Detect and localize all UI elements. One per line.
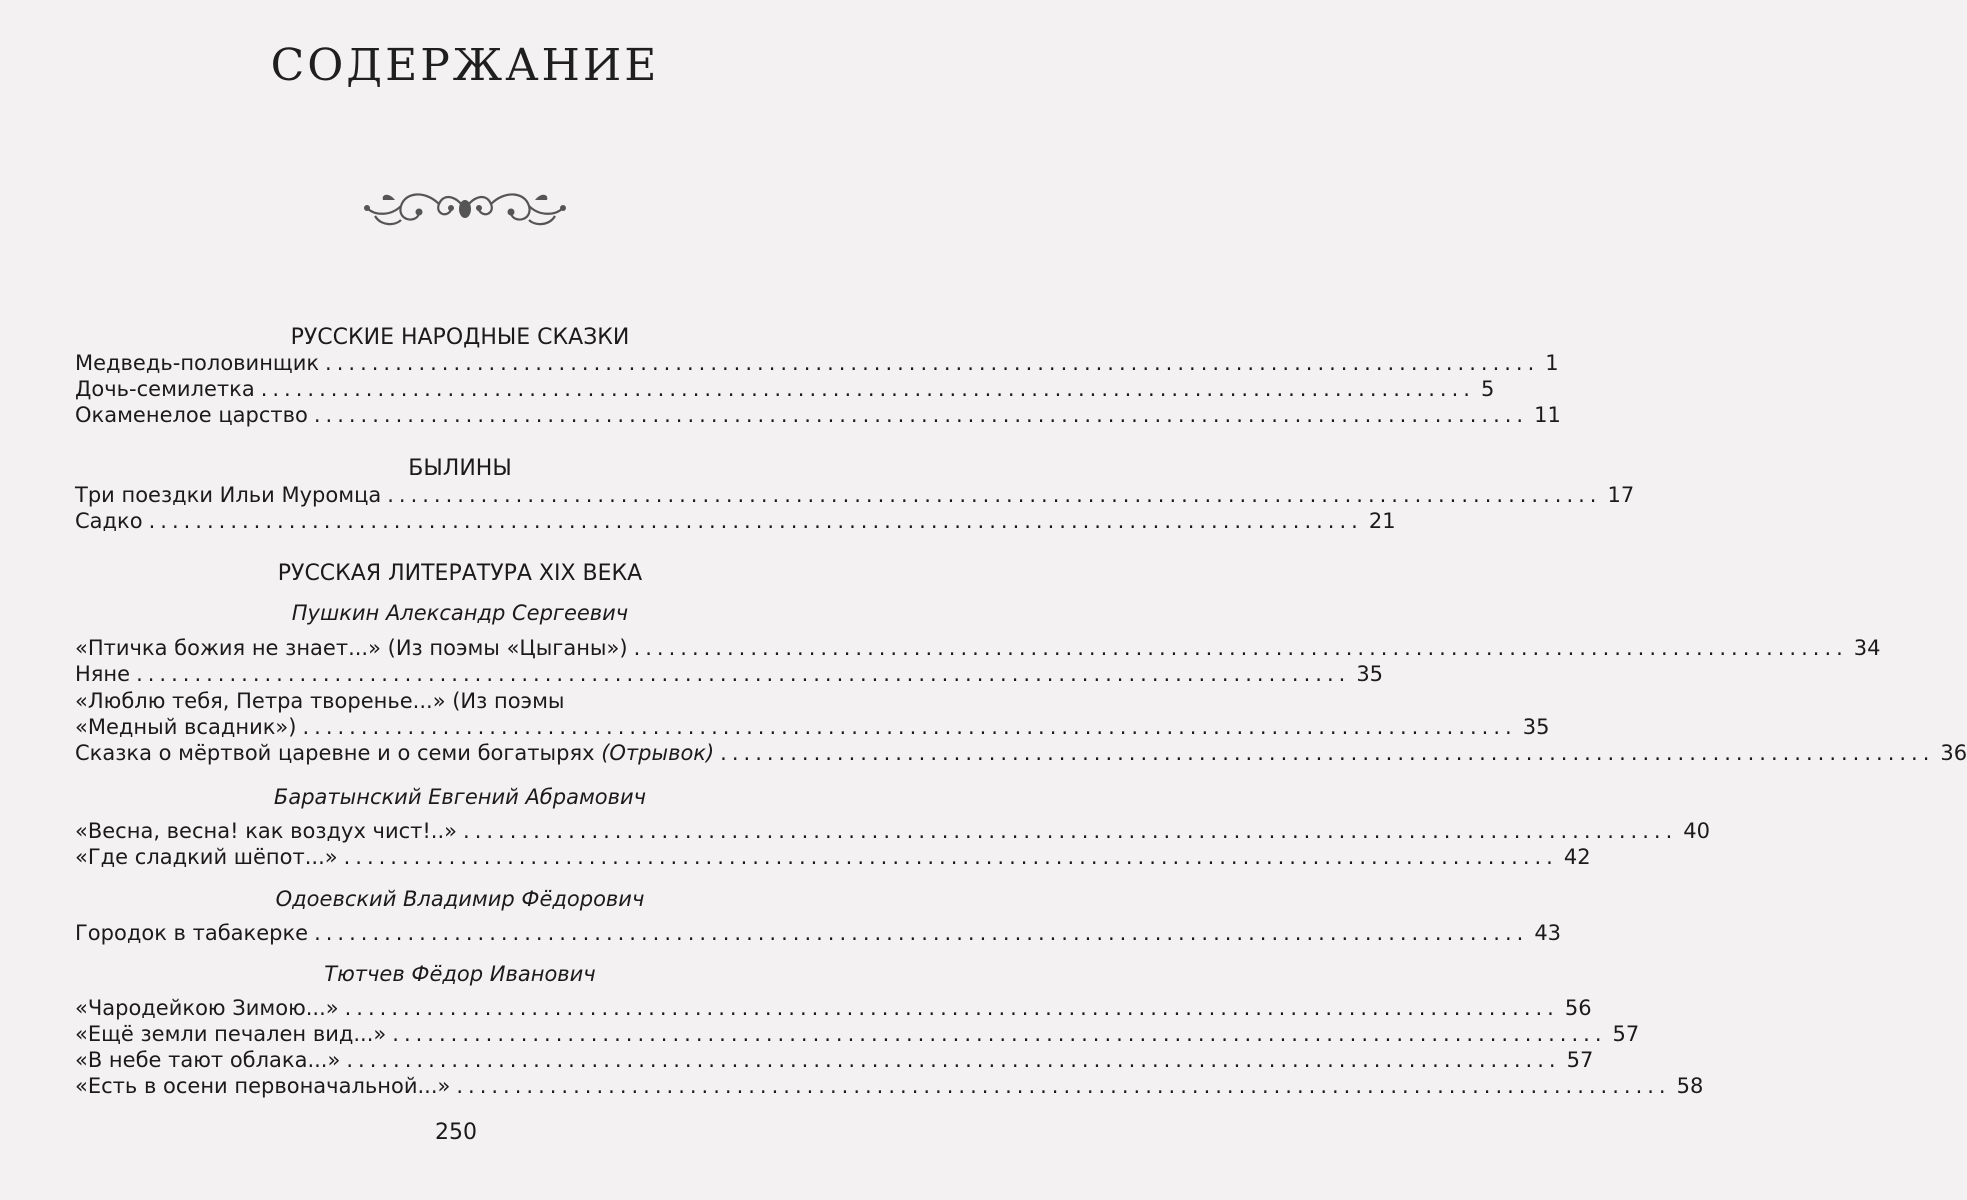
toc-entry-title: «Есть в осени первоначальной...»: [75, 1074, 451, 1098]
dot-leader: ........................................................................................................: [387, 483, 1602, 507]
dot-leader: ........................................................................................................: [313, 403, 1529, 427]
toc-entry-title: Садко: [75, 509, 143, 533]
toc-entry[interactable]: [75, 509, 1396, 539]
dot-leader: ........................................................................................................: [325, 351, 1540, 375]
toc-entry-title: [75, 741, 714, 765]
dot-leader: ........................................................................................................: [720, 741, 1935, 765]
toc-entry[interactable]: [75, 403, 1561, 433]
toc-entry-page: 43: [1534, 921, 1562, 945]
toc-entry-title: Три поездки Ильи Муромца: [75, 483, 382, 507]
toc-entry-page: 11: [1534, 403, 1561, 427]
dot-leader: ........................................................................................................: [314, 921, 1529, 945]
toc-entry-page: 57: [1566, 1048, 1594, 1072]
toc-entry-page: 35: [1356, 662, 1384, 686]
author-heading-pushkin: Пушкин Александр Сергеевич: [291, 601, 629, 625]
toc-entry-title: Няне: [75, 662, 131, 686]
toc-entry-title: «Птичка божия не знает...» (Из поэмы «Цыганы»): [75, 636, 628, 660]
toc-entry-title: Дочь-семилетка: [75, 377, 255, 401]
toc-entry[interactable]: [75, 662, 1384, 692]
toc-entry-page: 42: [1563, 845, 1591, 869]
toc-entry-page: 40: [1683, 819, 1710, 843]
toc-entry-title: «Чародейкою Зимою...»: [75, 996, 339, 1020]
toc-entry-title-line1[interactable]: «Люблю тебя, Петра творенье...» (Из поэмы: [75, 689, 565, 713]
toc-entry-page: 17: [1607, 483, 1635, 507]
dot-leader: ........................................................................................................: [456, 1074, 1671, 1098]
dot-leader: ........................................................................................................: [136, 662, 1351, 686]
dot-leader: ........................................................................................................: [633, 636, 1848, 660]
toc-entry-title: «Где сладкий шёпот...»: [75, 845, 338, 869]
page-number: 250: [435, 1120, 477, 1145]
toc-entry-page: 56: [1564, 996, 1592, 1020]
toc-entry-page: 1: [1545, 351, 1559, 375]
toc-entry-title-text: Сказка о мёртвой царевне и о семи богатырях: [75, 741, 595, 765]
toc-entry-page: 36: [1940, 741, 1967, 765]
section-heading-byliny: БЫЛИНЫ: [408, 456, 512, 481]
author-heading-tyutchev: Тютчев Фёдор Иванович: [324, 962, 596, 986]
toc-entry-title: Окаменелое царство: [75, 403, 308, 427]
dot-leader: ........................................................................................................: [344, 996, 1559, 1020]
dot-leader: ........................................................................................................: [260, 377, 1475, 401]
section-heading-russian-literature: РУССКАЯ ЛИТЕРАТУРА XIX ВЕКА: [277, 561, 643, 586]
toc-entry[interactable]: [75, 741, 1967, 771]
toc-entry[interactable]: [75, 845, 1591, 875]
toc-entry-title: «Весна, весна! как воздух чист!..»: [75, 819, 458, 843]
toc-entry-page: 5: [1480, 377, 1495, 401]
dot-leader: ........................................................................................................: [148, 509, 1363, 533]
toc-entry-title: Медведь-половинщик: [75, 351, 320, 375]
dot-leader: ........................................................................................................: [343, 845, 1558, 869]
toc-entry-title: Городок в табакерке: [75, 921, 309, 945]
toc-entry-page: 57: [1612, 1022, 1640, 1046]
toc-entry[interactable]: [75, 921, 1562, 951]
toc-entry-page: 34: [1853, 636, 1881, 660]
toc-entry-title: «В небе тают облака...»: [75, 1048, 341, 1072]
toc-entry-page: 35: [1522, 715, 1550, 739]
author-heading-baratynsky: Баратынский Евгений Абрамович: [273, 785, 647, 809]
toc-entry-note: (Отрывок): [601, 741, 715, 765]
toc-entry-title-line2: «Медный всадник»): [75, 715, 297, 739]
section-heading-folk-tales: РУССКИЕ НАРОДНЫЕ СКАЗКИ: [290, 325, 630, 350]
dot-leader: ........................................................................................................: [463, 819, 1678, 843]
toc-entry-page: 21: [1368, 509, 1396, 533]
toc-entry-page: 58: [1676, 1074, 1704, 1098]
floral-ornament-icon: [355, 186, 575, 232]
author-heading-odoevsky: Одоевский Владимир Фёдорович: [275, 887, 645, 911]
page-title: СОДЕРЖАНИЕ: [270, 40, 660, 91]
dot-leader: ........................................................................................................: [392, 1022, 1607, 1046]
toc-entry[interactable]: [75, 1074, 1704, 1104]
dot-leader: ........................................................................................................: [302, 715, 1517, 739]
toc-entry-title: «Ещё земли печален вид...»: [75, 1022, 387, 1046]
dot-leader: ........................................................................................................: [346, 1048, 1561, 1072]
